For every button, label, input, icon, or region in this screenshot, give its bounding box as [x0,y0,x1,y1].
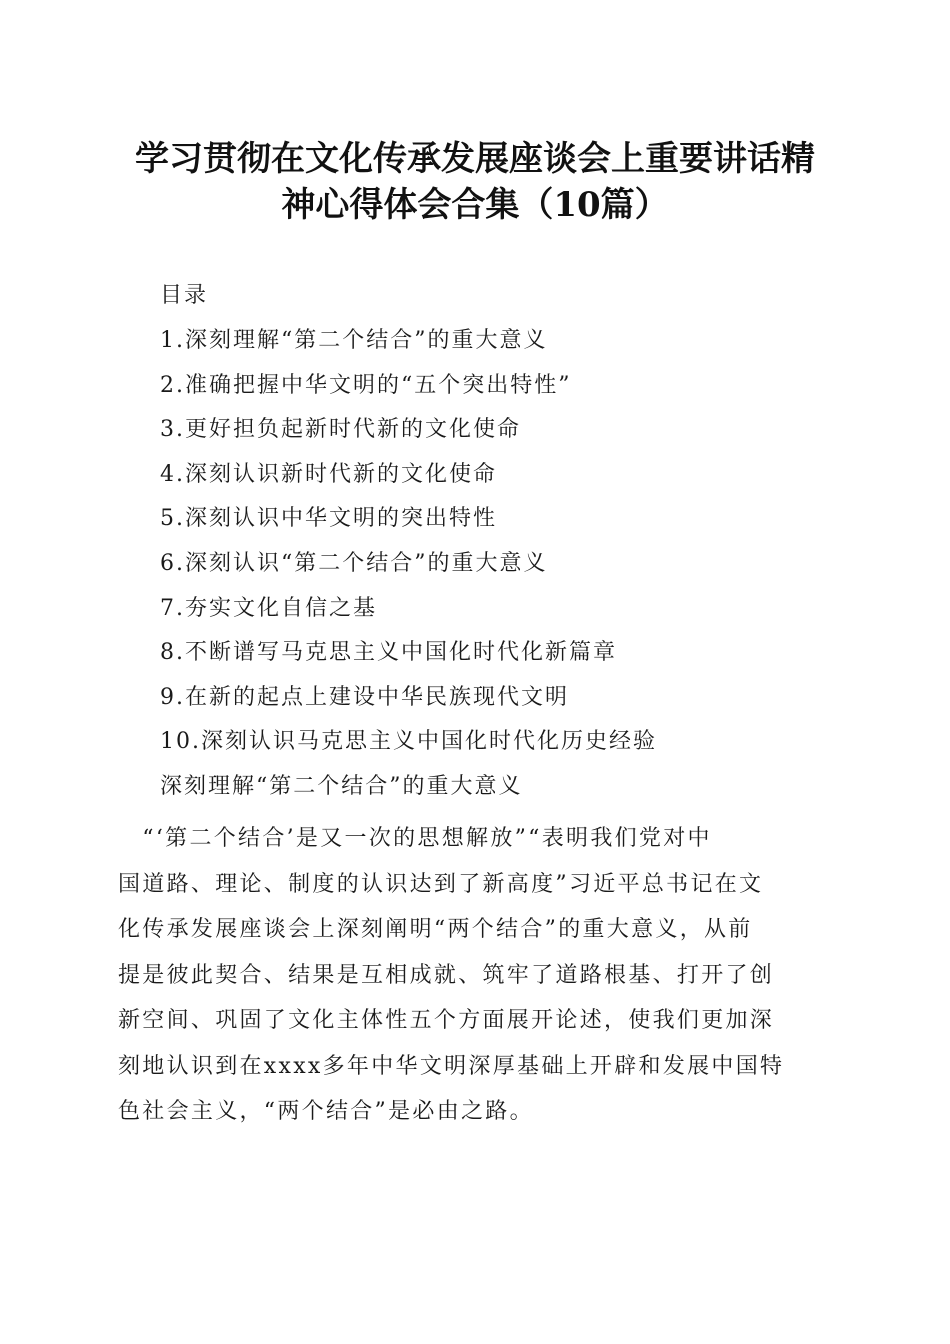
paragraph-line: 新空间、巩固了文化主体性五个方面展开论述，使我们更加深 [118,1008,775,1033]
title-line-1: 学习贯彻在文化传承发展座谈会上重要讲话精 [135,139,815,179]
toc-item: 4.深刻认识新时代新的文化使命 [160,461,497,487]
toc-heading: 目录 [160,283,209,308]
paragraph-line: 化传承发展座谈会上深刻阐明“两个结合”的重大意义，从前 [118,917,753,942]
section-heading: 深刻理解“第二个结合”的重大意义 [160,774,523,799]
paragraph-line: 国道路、理论、制度的认识达到了新高度”习近平总书记在文 [118,871,764,897]
title-line-2: 神心得体会合集（10篇） [281,185,669,225]
toc-item: 8.不断谱写马克思主义中国化时代化新篇章 [160,640,617,666]
document-title [118,136,832,228]
toc-item: 5.深刻认识中华文明的突出特性 [160,506,497,532]
table-of-contents [160,325,657,771]
toc-item: 10.深刻认识马克思主义中国化时代化历史经验 [160,729,657,755]
body-paragraph [118,816,830,1135]
toc-item: 1.深刻理解“第二个结合”的重大意义 [160,328,548,353]
paragraph-line: 提是彼此契合、结果是互相成就、筑牢了道路根基、打开了创 [118,962,775,988]
paragraph-line: “‘第二个结合’是又一次的思想解放”“表明我们党对中 [118,826,712,851]
toc-item: 2.准确把握中华文明的“五个突出特性” [160,372,572,398]
toc-item: 7.夯实文化自信之基 [160,595,377,621]
toc-item: 6.深刻认识“第二个结合”的重大意义 [160,550,548,576]
toc-item: 3.更好担负起新时代新的文化使命 [160,417,521,443]
toc-item: 9.在新的起点上建设中华民族现代文明 [160,684,569,710]
paragraph-line: 色社会主义，“两个结合”是必由之路。 [118,1099,534,1124]
paragraph-line: 刻地认识到在xxxx多年中华文明深厚基础上开辟和发展中国特 [118,1053,785,1079]
